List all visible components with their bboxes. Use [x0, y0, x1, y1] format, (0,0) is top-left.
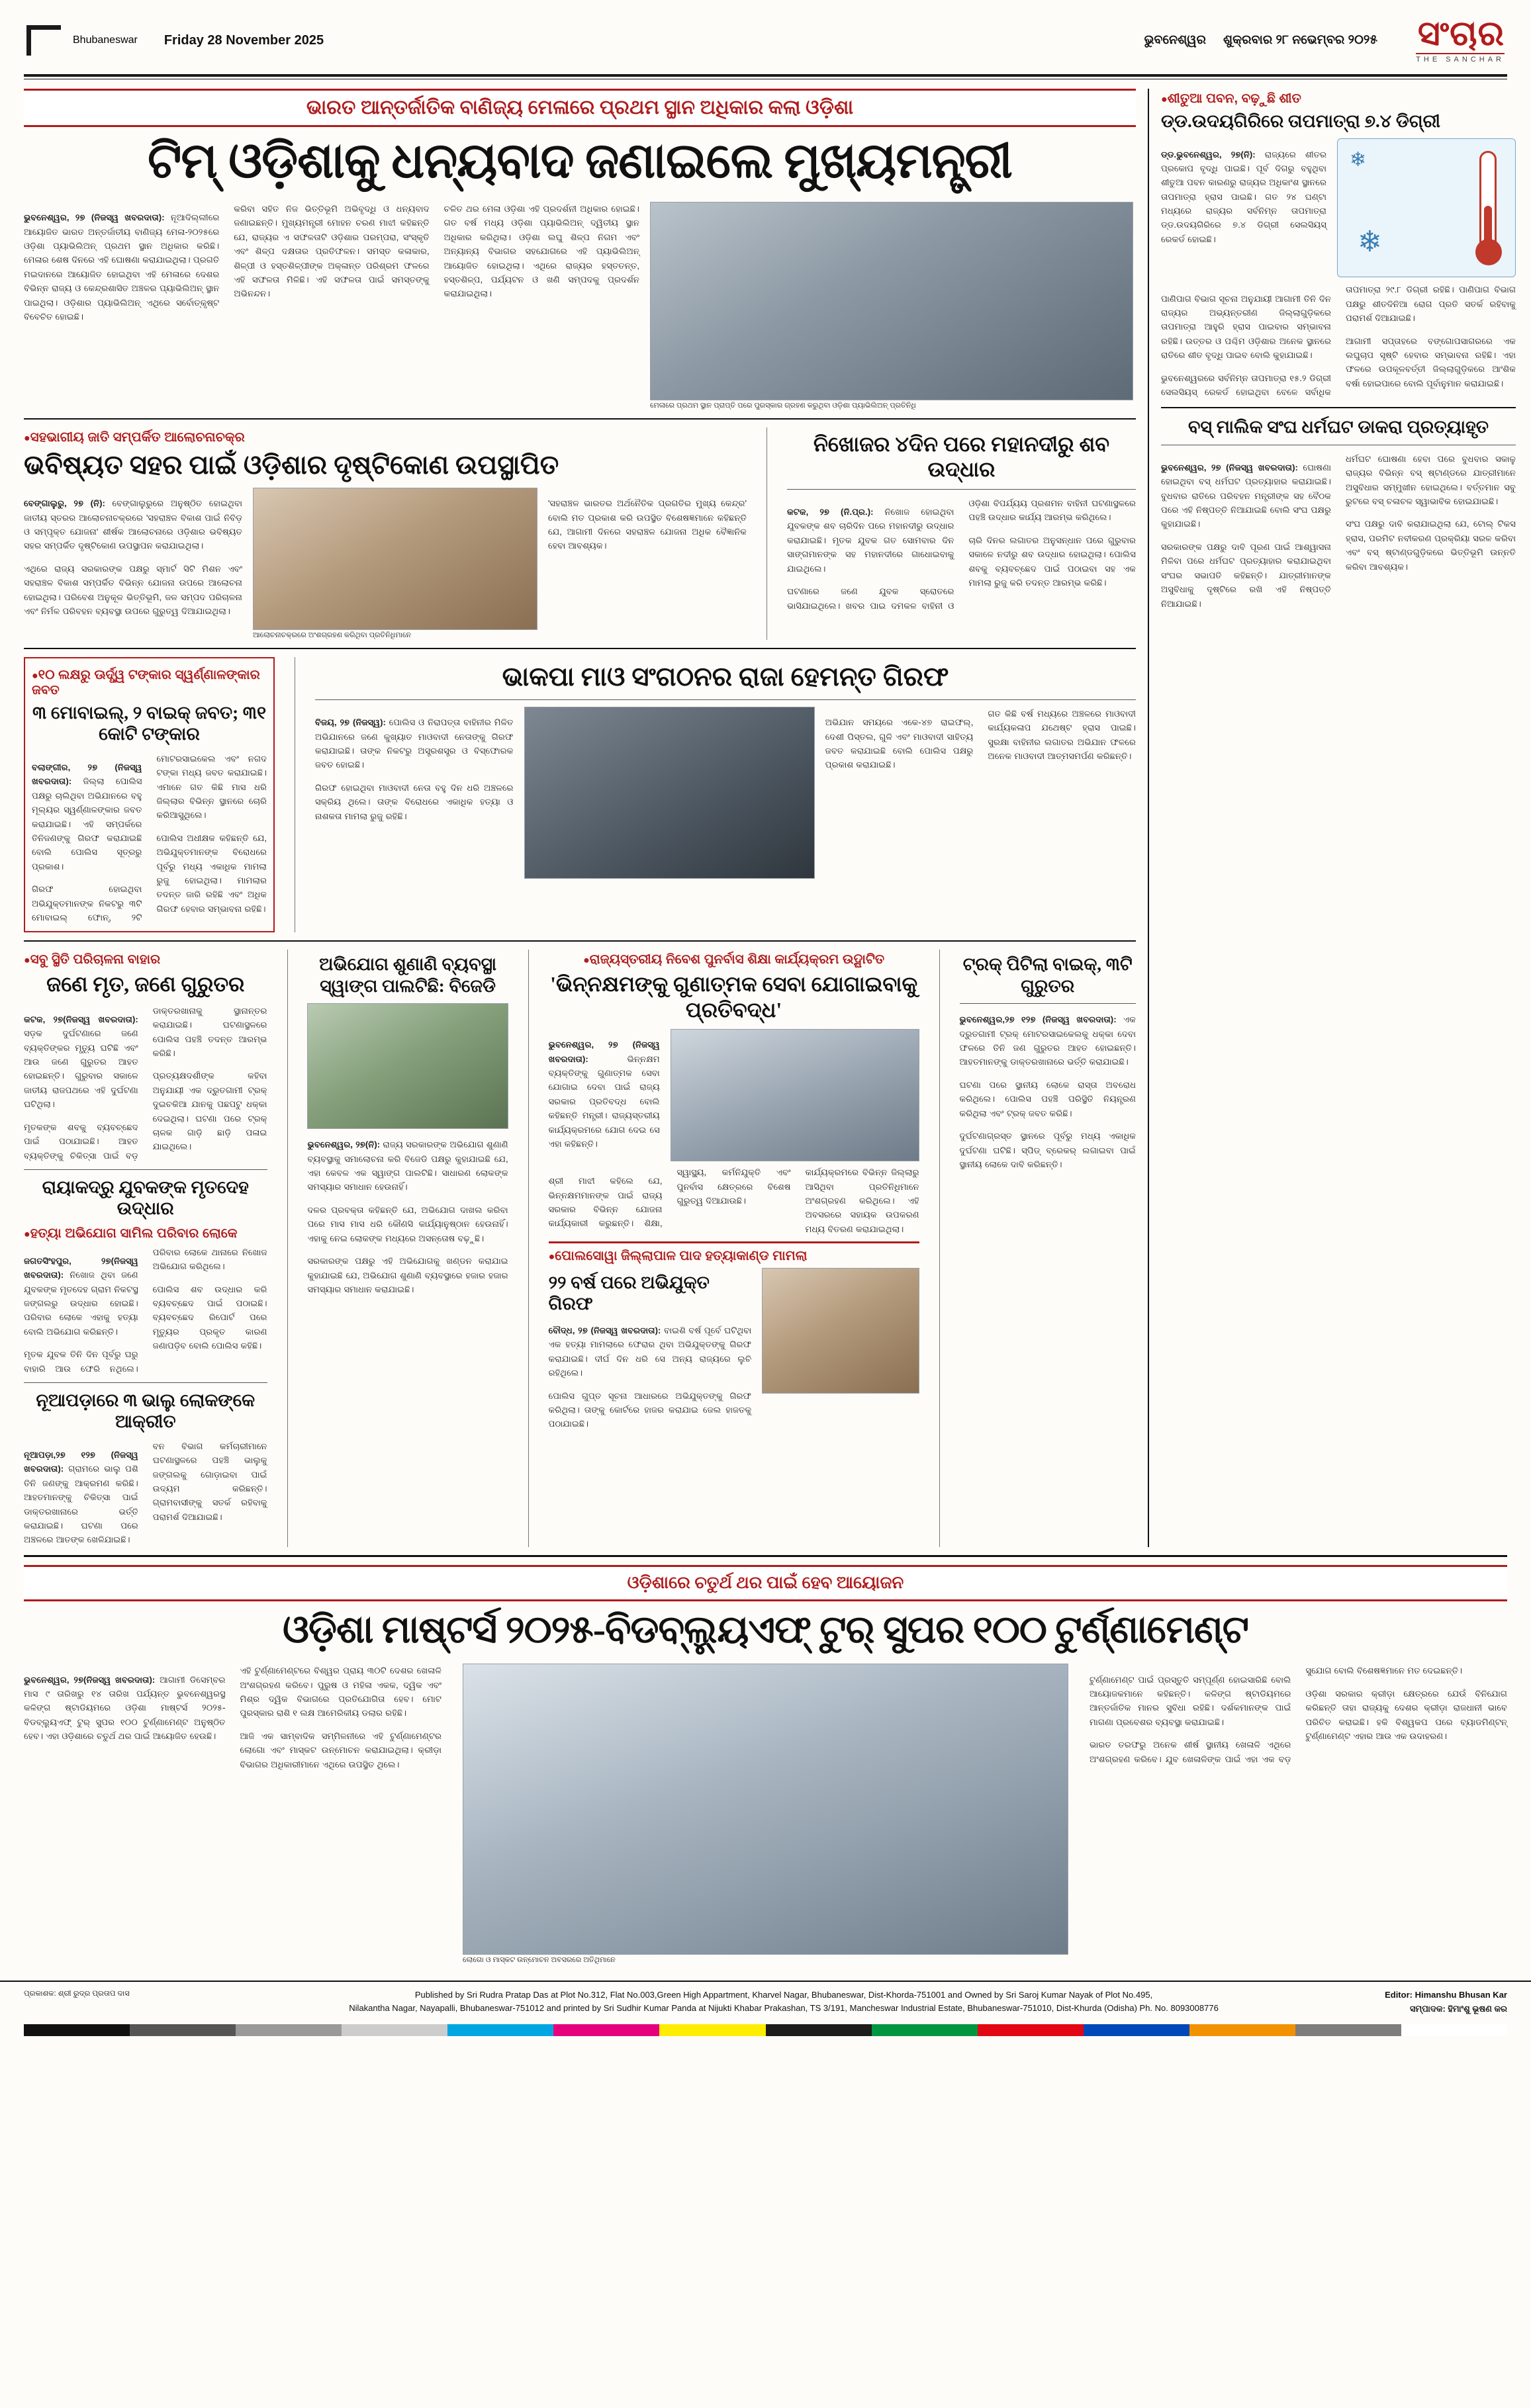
logo-subtitle: THE SANCHAR: [1416, 53, 1505, 64]
lead-dateline: ଭୁବନେଶ୍ୱର, ୨୭ (ନିଜସ୍ୱ ଖବରଦାତା):: [24, 212, 165, 223]
bjd-photo: [307, 1003, 508, 1129]
feature-para-l2: ଏହି ଟୁର୍ଣ୍ଣାମେଣ୍ଟରେ ବିଶ୍ୱର ପ୍ରାୟ ୩୦ଟି ଦେଶର ଖେଳାଳି ଅଂଶଗ୍ରହଣ କରିବେ। ପୁରୁଷ ଓ ମହିଳା ଏକକ, ଦ୍ୱିକ ଏବଂ ମିଶ୍ର ଦ୍ୱିକ ବିଭାଗରେ ପ୍ରତିଯୋଗିତା ହେବ। ମୋଟ ପୁରସ୍କାର ରାଶି ୧ ଲକ୍ଷ ଆମେରିକୀୟ ଡଲାର ରହିଛି।: [240, 1666, 441, 1718]
weather-para-4: ଆଗାମୀ ସପ୍ତାହରେ ବଙ୍ଗୋପସାଗରରେ ଏକ ଲଘୁଚାପ ସୃଷ୍ଟି ହେବାର ସମ୍ଭାବନା ରହିଛି। ଏହା ଫଳରେ ଉପକୂଳବର୍ତ୍ତୀ ଜିଲ୍ଲାଗୁଡ଼ିକରେ ଆଂଶିକ ବର୍ଷା ହୋଇପାରେ ବୋଲି ପୂର୍ବାନୁମାନ କରାଯାଇଛି।: [1346, 335, 1516, 388]
masthead-date-odia: ଶୁକ୍ରବାର ୨୮ ନଭେମ୍ବର ୨୦୨୫: [1223, 33, 1378, 47]
feature-para-r1: ଟୁର୍ଣ୍ଣାମେଣ୍ଟ ପାଇଁ ପ୍ରସ୍ତୁତି ସମ୍ପୂର୍ଣ୍ଣ ହୋଇସାରିଛି ବୋଲି ଆୟୋଜକମାନେ କହିଛନ୍ତି। କଳିଙ୍ଗ ଷ୍ଟାଡିୟମରେ ଆନ୍ତର୍ଜାତିକ ମାନର ସୁବିଧା ରହିଛି। ଦର୍ଶକମାନଙ୍କ ପାଇଁ ମାଗଣା ପ୍ରବେଶର ବ୍ୟବସ୍ଥା କରାଯାଇଛି।: [1089, 1674, 1291, 1727]
disabled-photo: [671, 1029, 919, 1161]
mahanadi-para-1: ନିଖୋଜ ହୋଇଥିବା ଯୁବକଙ୍କ ଶବ ଚାରିଦିନ ପରେ ମହାନଦୀରୁ ଉଦ୍ଧାର କରାଯାଇଛି। ମୃତକ ଯୁବକ ଗତ ସୋମବାର ଦିନ ସାଙ୍ଗମାନଙ୍କ ସହ ମହାନଦୀରେ ଗାଧୋଇବାକୁ ଯାଇଥିଲେ।: [786, 507, 954, 574]
footer-editor-od: ସମ୍ପାଦକ: ହିମାଂଶୁ ଭୂଷଣ କର: [1410, 2004, 1507, 2014]
bjd-headline: ଅଭିଯୋଗ ଶୁଣାଣି ବ୍ୟବସ୍ଥା ସ୍ୱାଙ୍ଗ ପାଲଟିଛି: ବିଜେଡି: [319, 954, 496, 996]
deaths-para-1: ସଡ଼କ ଦୁର୍ଘଟଣାରେ ଜଣେ ବ୍ୟକ୍ତିଙ୍କର ମୃତ୍ୟୁ ଘଟିଛି ଏବଂ ଆଉ ଜଣେ ଗୁରୁତର ଆହତ ହୋଇଛନ୍ତି। ଗୁରୁବାର ସକାଳେ ଜାତୀୟ ରାଜପଥରେ ଏହି ଦୁର୍ଘଟଣା ଘଟିଥିଲା।: [24, 1028, 138, 1110]
feature-para-l3: ଆଜି ଏକ ସାମ୍ବାଦିକ ସମ୍ମିଳନୀରେ ଏହି ଟୁର୍ଣ୍ଣାମେଣ୍ଟର ଲୋଗୋ ଏବଂ ମାସ୍କଟ ଉନ୍ମୋଚନ କରାଯାଇଥିଲା। କ୍ରୀଡ଼ା ବିଭାଗର ଅଧିକାରୀମାନେ ଏଥିରେ ଉପସ୍ଥିତ ଥିଲେ।: [240, 1731, 441, 1769]
lead-banner: [24, 89, 1136, 127]
jewel-seizure-box: [24, 657, 275, 932]
weather-para-2: ପାଣିପାଗ ବିଭାଗ ସୂଚନା ଅନୁଯାୟୀ ଆଗାମୀ ତିନି ଦିନ ରାଜ୍ୟର ଅଭ୍ୟନ୍ତରୀଣ ଜିଲ୍ଲାଗୁଡ଼ିକରେ ତାପମାତ୍ରା ଆହୁରି ହ୍ରାସ ପାଇବାର ସମ୍ଭାବନା ରହିଛି। ଉତ୍ତର ଓ ପଶ୍ଚିମ ଓଡ଼ିଶାର ଅନେକ ସ୍ଥାନରେ ରାତିରେ ଶୀତ ବୃଦ୍ଧି ପାଇବ ବୋଲି କୁହାଯାଇଛି।: [1161, 293, 1331, 361]
future-city-headline: ଭବିଷ୍ୟତ ସହର ପାଇଁ ଓଡ଼ିଶାର ଦୃଷ୍ଟିକୋଣ ଉପସ୍ଥାପିତ: [24, 450, 559, 480]
maoist-para-2: ଗିରଫ ହୋଇଥିବା ମାଓବାଦୀ ନେତା ବହୁ ଦିନ ଧରି ଅଞ୍ଚଳରେ ସକ୍ରିୟ ଥିଲେ। ତାଙ୍କ ବିରୋଧରେ ଏକାଧିକ ହତ୍ୟା ଓ ନାଶକତା ମାମଲା ରୁଜୁ ରହିଛି।: [315, 782, 514, 821]
lead-headline: ଟିମ୍ ଓଡ଼ିଶାକୁ ଧନ୍ୟବାଦ ଜଣାଇଲେ ମୁଖ୍ୟମନ୍ତ୍ରୀ: [148, 134, 1012, 189]
bus-para-4: ସଂଘ ପକ୍ଷରୁ ଦାବି କରାଯାଇଥିଲା ଯେ, ଟୋଲ୍ ଟିକସ ହ୍ରାସ, ପରମିଟ ନବୀକରଣ ପ୍ରକ୍ରିୟା ସରଳ କରିବା ଏବଂ ବସ୍ ଷ୍ଟାଣ୍ଡଗୁଡ଼ିକରେ ଭିତ୍ତିଭୂମି ଉନ୍ନତି କରିବା ଆବଶ୍ୟକ।: [1346, 519, 1516, 572]
lead-photo-caption: ମେଳାରେ ପ୍ରଥମ ସ୍ଥାନ ପ୍ରାପ୍ତି ପରେ ପୁରସ୍କାର ଗ୍ରହଣ କରୁଥିବା ଓଡ଼ିଶା ପ୍ୟାଭିଲିଅନ୍ ପ୍ରତିନିଧି: [650, 402, 916, 410]
bjd-para-3: ସରକାରଙ୍କ ପକ୍ଷରୁ ଏହି ଅଭିଯୋଗକୁ ଖଣ୍ଡନ କରାଯାଇ କୁହାଯାଇଛି ଯେ, ଅଭିଯୋଗ ଶୁଣାଣି ବ୍ୟବସ୍ଥାରେ ହଜାର ହଜାର ସମସ୍ୟାର ସମାଧାନ କରାଯାଇଛି।: [307, 1256, 508, 1295]
snowflake-icon: ❄: [1350, 149, 1367, 171]
future-city-photo: [253, 488, 537, 630]
feature-para-r2: ଭାରତ ତରଫରୁ ଅନେକ ଶୀର୍ଷ ସ୍ଥାନୀୟ ଖେଳାଳି ଏଥିରେ ଅଂଶଗ୍ରହଣ କରିବେ। ଯୁବ ଖେଳାଳିଙ୍କ ପାଇଁ ଏହା ଏକ ବଡ଼ ସୁଯୋଗ ବୋଲି ବିଶେଷଜ୍ଞମାନେ ମତ ଦେଇଛନ୍ତି।: [1089, 1666, 1463, 1764]
newspaper-logo: [1416, 17, 1505, 64]
future-city-para-1: ବେଙ୍ଗାଲୁରୁରେ ଅନୁଷ୍ଠିତ ହୋଇଥିବା ଜାତୀୟ ସ୍ତରର ଆଲୋଚନାଚକ୍ରରେ 'ସହରାଞ୍ଚଳ ବିକାଶ ପାଇଁ ନିବିଡ଼ ଓ ସମ୍ପୃକ୍ତ ଯୋଜନା' ଶୀର୍ଷକ ଆଲୋଚନାରେ ଓଡ଼ିଶାର ଭବିଷ୍ୟତ ସହର ସମ୍ପର୍କିତ ଦୃଷ୍ଟିକୋଣ ଉପସ୍ଥାପନ କରାଯାଇଥିଲା।: [24, 498, 242, 551]
jewel-kicker: ● ୧୦ ଲକ୍ଷରୁ ଊର୍ଦ୍ଧ୍ୱ ଟଙ୍କାର ସ୍ୱର୍ଣ୍ଣାଳଙ୍କାର ଜବତ: [32, 668, 267, 698]
years22-headline: ୨୨ ବର୍ଷ ପରେ ଅଭିଯୁକ୍ତ ଗିରଫ: [548, 1272, 710, 1314]
mahanadi-para-3: ଚାରି ଦିନର ଲଗାତର ଅନୁସନ୍ଧାନ ପରେ ଗୁରୁବାର ସକାଳେ ନଦୀରୁ ଶବ ଉଦ୍ଧାର ହୋଇଥିଲା। ପୋଲିସ ଶବକୁ ବ୍ୟବଚ୍ଛେଦ ପାଇଁ ପଠାଇବା ସହ ଏକ ମାମଲା ରୁଜୁ କରି ତଦନ୍ତ ଆରମ୍ଭ କରିଛି।: [968, 535, 1136, 588]
maoist-headline: ଭାକପା ମାଓ ସଂଗଠନର ରାଜା ହେମନ୍ତ ଗିରଫ: [502, 662, 949, 692]
future-city-kicker: ● ସହଭାଗୀୟ ଜାତି ସମ୍ପର୍କିତ ଆଲୋଚନାଚକ୍ର: [24, 430, 747, 445]
bike-dateline: ଭୁବନେଶ୍ୱର,୨୭ ୧୨୭ (ନିଜସ୍ୱ ଖବରଦାତା):: [959, 1014, 1117, 1025]
maoist-para-1: ପୋଲିସ ଓ ନିରାପତ୍ତା ବାହିନୀର ମିଳିତ ଅଭିଯାନରେ ଜଣେ କୁଖ୍ୟାତ ମାଓବାଦୀ ନେତାଙ୍କୁ ଗିରଫ କରାଯାଇଛି। ତାଙ୍କ ନିକଟରୁ ଅସ୍ତ୍ରଶସ୍ତ୍ର ଓ ବିସ୍ଫୋରକ ଜବତ ହୋଇଛି।: [315, 717, 514, 770]
disabled-para-3: କାର୍ଯ୍ୟକ୍ରମରେ ବିଭିନ୍ନ ଜିଲ୍ଲାରୁ ଆସିଥିବା ପ୍ରତିନିଧିମାନେ ଅଂଶଗ୍ରହଣ କରିଥିଲେ। ଏହି ଅବସରରେ ସହାୟକ ଉପକରଣ ମଧ୍ୟ ବିତରଣ କରାଯାଇଥିଲା।: [805, 1167, 919, 1234]
maoist-para-3: ଅଭିଯାନ ସମୟରେ ଏକେ-୪୭ ରାଇଫଲ୍, ଦେଶୀ ପିସ୍ତଲ, ଗୁଳି ଏବଂ ମାଓବାଦୀ ସାହିତ୍ୟ ଜବତ କରାଯାଇଛି ବୋଲି ପୋଲିସ ପକ୍ଷରୁ ପ୍ରକାଶ କରାଯାଇଛି।: [825, 717, 974, 770]
bjd-para-1: ରାଜ୍ୟ ସରକାରଙ୍କ ଅଭିଯୋଗ ଶୁଣାଣି ବ୍ୟବସ୍ଥାକୁ ସମାଲୋଚନା କରି ବିଜେଡି ପକ୍ଷରୁ କୁହାଯାଇଛି ଯେ, ଏହା କେବଳ ଏକ ସ୍ୱାଙ୍ଗ ପାଲଟିଛି। ସାଧାରଣ ଲୋକଙ୍କ ସମସ୍ୟାର ସମାଧାନ ହେଉନାହିଁ।: [307, 1139, 508, 1192]
feature-photo: [463, 1664, 1068, 1955]
years22-kicker: ● ପୋଲସୋୱା ଜିଲ୍ଲାପାଳ ପାଦ ହତ୍ୟାକାଣ୍ଡ ମାମଲା: [549, 1249, 919, 1264]
disabled-para-1: ଭିନ୍ନକ୍ଷମ ବ୍ୟକ୍ତିଙ୍କୁ ଗୁଣାତ୍ମକ ସେବା ଯୋଗାଇ ଦେବା ପାଇଁ ରାଜ୍ୟ ସରକାର ପ୍ରତିବଦ୍ଧ ବୋଲି କହିଛନ୍ତି ମନ୍ତ୍ରୀ। ରାଜ୍ୟସ୍ତରୀୟ କାର୍ଯ୍ୟକ୍ରମରେ ଯୋଗ ଦେଇ ସେ ଏହା କହିଛନ୍ତି।: [548, 1053, 660, 1149]
bus-headline: ବସ୍ ମାଲିକ ସଂଘ ଧର୍ମଘଟ ଡାକରା ପ୍ରତ୍ୟାହୃତ: [1187, 417, 1489, 437]
bike-headline: ଟ୍ରକ୍ ପିଟିଲା ବାଇକ୍, ୩ଟି ଗୁରୁତର: [962, 954, 1133, 996]
masthead-city-odia: ଭୁବନେଶ୍ୱର: [1144, 33, 1206, 47]
right-rail: [1148, 89, 1516, 1547]
bus-para-3: ଧର୍ମଘଟ ଘୋଷଣା ହେବା ପରେ ବୁଧବାର ସକାଳୁ ରାଜ୍ୟର ବିଭିନ୍ନ ବସ୍ ଷ୍ଟାଣ୍ଡରେ ଯାତ୍ରୀମାନେ ଅସୁବିଧାର ସମ୍ମୁଖୀନ ହୋଇଥିଲେ। ବର୍ତ୍ତମାନ ସବୁ ରୁଟରେ ବସ୍ ଚଳାଚଳ ସ୍ୱାଭାବିକ ହୋଇଯାଇଛି।: [1346, 453, 1516, 506]
bjd-para-2: ଦଳର ପ୍ରବକ୍ତା କହିଛନ୍ତି ଯେ, ଅଭିଯୋଗ ଦାଖଲ କରିବା ପରେ ମାସ ମାସ ଧରି କୌଣସି କାର୍ଯ୍ୟାନୁଷ୍ଠାନ ହେଉନାହିଁ। ଏହାକୁ ନେଇ ଲୋକଙ୍କ ମଧ୍ୟରେ ଅସନ୍ତୋଷ ବଢ଼ୁଛି।: [307, 1205, 508, 1243]
mahanadi-headline: ନିଖୋଜର ୪ଦିନ ପରେ ମହାନଦୀରୁ ଶବ ଉଦ୍ଧାର: [813, 432, 1110, 482]
lead-banner-text: ଭାରତ ଆନ୍ତର୍ଜାତିକ ବାଣିଜ୍ୟ ମେଳାରେ ପ୍ରଥମ ସ୍ଥାନ ଅଧିକାର କଲା ଓଡ଼ିଶା: [306, 97, 854, 118]
corner-mark-icon: [26, 25, 61, 56]
bus-para-1: ଘୋଷଣା ହୋଇଥିବା ବସ୍ ଧର୍ମଘଟ ପ୍ରତ୍ୟାହାର କରାଯାଇଛି। ବୁଧବାର ରାତିରେ ପରିବହନ ମନ୍ତ୍ରୀଙ୍କ ସହ ବୈଠକ ପରେ ଏହି ନିଷ୍ପତ୍ତି ନିଆଯାଇଛି ବୋଲି ସଂଘ ପକ୍ଷରୁ କୁହାଯାଇଛି।: [1161, 462, 1331, 529]
logo-wordmark: ସଂଚାର: [1417, 15, 1505, 53]
bear-para-2: ବନ ବିଭାଗ କର୍ମଚାରୀମାନେ ଘଟଣାସ୍ଥଳରେ ପହଞ୍ଚି ଭାଲୁକୁ ଜଙ୍ଗଲକୁ ଗୋଡ଼ାଇବା ପାଇଁ ଉଦ୍ୟମ କରିଛନ୍ତି। ଗ୍ରାମବାସୀଙ୍କୁ ସତର୍କ ରହିବାକୁ ପରାମର୍ଶ ଦିଆଯାଇଛି।: [152, 1441, 267, 1522]
bus-para-2: ସରକାରଙ୍କ ପକ୍ଷରୁ ଦାବି ପୂରଣ ପାଇଁ ଆଶ୍ୱାସନା ମିଳିବା ପରେ ଧର୍ମଘଟ ପ୍ରତ୍ୟାହାର କରାଯାଇଥିବା ସଂଘର ସଭାପତି କହିଛନ୍ତି। ଯାତ୍ରୀମାନଙ୍କ ଅସୁବିଧାକୁ ଦୃଷ୍ଟିରେ ରଖି ଏହି ନିଷ୍ପତ୍ତି ନିଆଯାଇଛି।: [1161, 542, 1331, 609]
deaths-para-3: ପ୍ରତ୍ୟକ୍ଷଦର୍ଶୀଙ୍କ କହିବା ଅନୁଯାୟୀ ଏକ ଦ୍ରୁତଗାମୀ ଟ୍ରକ୍ ଦୁଇଚକିଆ ଯାନକୁ ପଛପଟୁ ଧକ୍କା ଦେଇଥିଲା। ଘଟଣା ପରେ ଟ୍ରକ୍ ଚାଳକ ଗାଡ଼ି ଛାଡ଼ି ପଳାଇ ଯାଇଥିଲେ।: [152, 1071, 267, 1152]
lead-para-2: କରିବା ସହିତ ନିଜ ଭିତ୍ତିଭୂମି ଅଭିବୃଦ୍ଧି ଓ ଧନ୍ୟବାଦ ଜଣାଇଛନ୍ତି। ମୁଖ୍ୟମନ୍ତ୍ରୀ ମୋହନ ଚରଣ ମାଝୀ କହିଛନ୍ତି ଯେ, ରାଜ୍ୟର ଏ ସଫଳତାଟି ଓଡ଼ିଶାର ପରମ୍ପରା, ସଂସ୍କୃତି ଏବଂ ଶିଳ୍ପ ଦକ୍ଷତାର ପ୍ରତିଫଳନ। ସମସ୍ତ କଳାକାର, ଶିଳ୍ପୀ ଓ ହସ୍ତଶିଳ୍ପୀଙ୍କ ଅକ୍ଳାନ୍ତ ପରିଶ୍ରମ ଫଳରେ ଏହି ସଫଳତା ମିଳିଛି। ଏହି ସଫଳତା ପାଇଁ ସମସ୍ତଙ୍କୁ ଅଭିନନ୍ଦନ।: [234, 204, 430, 299]
years22-para-1: ବାଇଶି ବର୍ଷ ପୂର୍ବେ ଘଟିଥିବା ଏକ ହତ୍ୟା ମାମଲାରେ ଫେରାର ଥିବା ଅଭିଯୁକ୍ତଙ୍କୁ ଗିରଫ କରାଯାଇଛି। ଦୀର୍ଘ ଦିନ ଧରି ସେ ଅନ୍ୟ ରାଜ୍ୟରେ ଲୁଚି ରହିଥିଲେ।: [548, 1325, 752, 1378]
mahanadi-para-2: ଘଟଣାରେ ଜଣେ ଯୁବକ ସ୍ରୋତରେ ଭାସିଯାଇଥିଲେ। ଖବର ପାଇ ଦମକଳ ବାହିନୀ ଓ ଓଡ଼ିଶା ବିପର୍ଯ୍ୟୟ ପ୍ରଶମନ ବାହିନୀ ଘଟଣାସ୍ଥଳରେ ପହଞ୍ଚି ଉଦ୍ଧାର କାର୍ଯ୍ୟ ଆରମ୍ଭ କରିଥିଲେ।: [786, 498, 1136, 611]
mahanadi-dateline: କଟକ, ୨୭ (ନି.ପ୍ର.):: [786, 507, 874, 517]
weather-headline: ଡ୍ଡ.ଉଦୟଗିରିରେ ତାପମାତ୍ରା ୭.୪ ଡିଗ୍ରୀ: [1161, 111, 1440, 131]
jewel-dateline: ବଲାଙ୍ଗୀର, ୨୭ (ନିଜସ୍ୱ ଖବରଦାତା):: [32, 762, 142, 787]
deaths-headline: ଜଣେ ମୃତ, ଜଣେ ଗୁରୁତର: [46, 972, 245, 997]
masthead-city: Bhubaneswar: [73, 34, 138, 46]
youth-body-para-2: ମୃତକ ଯୁବକ ତିନି ଦିନ ପୂର୍ବରୁ ଘରୁ ବାହାରି ଆଉ ଫେରି ନଥିଲେ। ପରିବାର ଲୋକେ ଥାନାରେ ନିଖୋଜ ଅଭିଯୋଗ କରିଥିଲେ।: [24, 1247, 267, 1374]
registration-color-bar: [24, 2024, 1507, 2036]
future-city-photo-caption: ଆଲୋଚନାଚକ୍ରରେ ଅଂଶଗ୍ରହଣ କରିଥିବା ପ୍ରତିନିଧିମାନେ: [253, 631, 412, 640]
feature-headline: ଓଡ଼ିଶା ମାଷ୍ଟର୍ସ ୨୦୨୫-ବିଡବ୍ଲ୍ୟୁଏଫ୍ ଟୁର୍ ସୁପର ୧୦୦ ଟୁର୍ଣ୍ଣାମେଣ୍ଟ: [283, 1607, 1248, 1651]
disabled-para-2: ଶ୍ରୀ ମାଝୀ କହିଲେ ଯେ, ଭିନ୍ନକ୍ଷମମାନଙ୍କ ପାଇଁ ରାଜ୍ୟ ସରକାର ବିଭିନ୍ନ ଯୋଜନା କାର୍ଯ୍ୟକାରୀ କରୁଛନ୍ତି। ଶିକ୍ଷା, ସ୍ୱାସ୍ଥ୍ୟ, କର୍ମନିଯୁକ୍ତି ଏବଂ ପୁନର୍ବାସ କ୍ଷେତ୍ରରେ ବିଶେଷ ଗୁରୁତ୍ୱ ଦିଆଯାଉଛି।: [548, 1167, 791, 1229]
page-footer: [0, 1981, 1531, 2020]
jewel-para-3: ପୋଲିସ ଅଧୀକ୍ଷକ କହିଛନ୍ତି ଯେ, ଅଭିଯୁକ୍ତମାନଙ୍କ ବିରୋଧରେ ପୂର୍ବରୁ ମଧ୍ୟ ଏକାଧିକ ମାମଲା ରୁଜୁ ହୋଇଥିଲା। ମାମଲାର ତଦନ୍ତ ଜାରି ରହିଛି ଏବଂ ଅଧିକ ଗିରଫ ହେବାର ସମ୍ଭାବନା ରହିଛି।: [156, 832, 267, 914]
bear-para-1: ଗ୍ରାମରେ ଭାଲୁ ପଶି ତିନି ଜଣଙ୍କୁ ଆକ୍ରମଣ କରିଛି। ଆହତମାନଙ୍କୁ ଚିକିତ୍ସା ପାଇଁ ଡାକ୍ତରଖାନାରେ ଭର୍ତ୍ତି କରାଯାଇଛି। ଘଟଣା ପରେ ଅଞ୍ଚଳରେ ଆତଙ୍କ ଖେଳିଯାଇଛି।: [24, 1464, 138, 1545]
youth-body-dateline: ଜଗତସିଂହପୁର, ୨୭(ନିଜସ୍ୱ ଖବରଦାତା):: [24, 1255, 138, 1280]
bjd-dateline: ଭୁବନେଶ୍ୱର, ୨୭(ନି):: [307, 1139, 381, 1150]
weather-kicker: ● ଶୀତୁଆ ପବନ, ବଢ଼ୁଛି ଶୀତ: [1161, 91, 1516, 107]
maoist-photo: [524, 707, 815, 879]
bike-para-3: ଦୁର୍ଘଟଣାଗ୍ରସ୍ତ ସ୍ଥାନରେ ପୂର୍ବରୁ ମଧ୍ୟ ଏକାଧିକ ଦୁର୍ଘଟଣା ଘଟିଛି। ସ୍ପିଡ୍ ବ୍ରେକର୍ ଲଗାଇବା ପାଇଁ ସ୍ଥାନୀୟ ଲୋକେ ଦାବି କରିଛନ୍ତି।: [959, 1131, 1136, 1170]
disabled-headline: 'ଭିନ୍ନକ୍ଷମଙ୍କୁ ଗୁଣାତ୍ମକ ସେବା ଯୋଗାଇବାକୁ ପ୍ରତିବଦ୍ଧ': [550, 972, 918, 1022]
youth-body-headline: ରାୟାକଦ୍ରୁ ଯୁବକଙ୍କ ମୃତଦେହ ଉଦ୍ଧାର: [42, 1177, 249, 1219]
weather-para-3: ଭୁବନେଶ୍ୱରରେ ସର୍ବନିମ୍ନ ତାପମାତ୍ରା ୧୫.୨ ଡିଗ୍ରୀ ସେଲସିୟସ୍ ରେକର୍ଡ ହୋଇଥିବା ବେଳେ ସର୍ବାଧିକ ତାପମାତ୍ରା ୨୯.୮ ଡିଗ୍ରୀ ରହିଛି। ପାଣିପାଗ ବିଭାଗ ପକ୍ଷରୁ ଶୀତଦିନିଆ ରୋଗ ପ୍ରତି ସତର୍କ ରହିବାକୁ ପରାମର୍ଶ ଦିଆଯାଇଛି।: [1161, 285, 1516, 398]
future-city-para-3: 'ସହରାଞ୍ଚଳ ଭାରତର ଅର୍ଥନୈତିକ ପ୍ରଗତିର ମୁଖ୍ୟ କେନ୍ଦ୍ର' ବୋଲି ମତ ପ୍ରକାଶ କରି ଉପସ୍ଥିତ ବିଶେଷଜ୍ଞମାନେ କହିଛନ୍ତି ଯେ, ଆଗାମୀ ଦିନରେ ସହରାଞ୍ଚଳ ଯୋଜନା ଅଧିକ ବୈଜ୍ଞାନିକ ହେବା ଆବଶ୍ୟକ।: [548, 498, 747, 551]
years22-dateline: ବୌଦ୍ଧ, ୨୭ (ନିଜସ୍ୱ ଖବରଦାତା):: [548, 1325, 661, 1335]
snowflake-icon-2: ❄: [1358, 226, 1382, 259]
future-city-dateline: ବେଙ୍ଗାଲୁରୁ, ୨୭ (ନି):: [24, 498, 105, 509]
deaths-kicker: ● ସବୁ ସ୍ଥିତି ପରିଚାଳନା ବାହାର: [24, 952, 267, 967]
deaths-para-2: ମୃତକଙ୍କ ଶବକୁ ବ୍ୟବଚ୍ଛେଦ ପାଇଁ ପଠାଯାଇଛି। ଆହତ ବ୍ୟକ୍ତିଙ୍କୁ ଚିକିତ୍ସା ପାଇଁ ବଡ଼ ଡାକ୍ତରଖାନାକୁ ସ୍ଥାନାନ୍ତର କରାଯାଇଛି। ଘଟଣାସ୍ଥଳରେ ପୋଲିସ ପହଞ୍ଚି ତଦନ୍ତ ଆରମ୍ଭ କରିଛି।: [24, 1005, 267, 1161]
weather-dateline: ଡ୍ଡ.ଭୁବନେଶ୍ୱର, ୨୭(ନି):: [1161, 149, 1256, 159]
thermometer-icon: [1479, 151, 1497, 250]
weather-para-1: ରାଜ୍ୟରେ ଶୀତର ପ୍ରକୋପ ବୃଦ୍ଧି ପାଇଛି। ପୂର୍ବ ଦିଗରୁ ବହୁଥିବା ଶୀତୁଆ ପବନ କାରଣରୁ ରାଜ୍ୟର ଅଧିକାଂଶ ସ୍ଥାନରେ ତାପମାତ୍ରା ହ୍ରାସ ପାଇଛି। ଗତ ୨୪ ଘଣ୍ଟା ମଧ୍ୟରେ ରାଜ୍ୟର ସର୍ବନିମ୍ନ ତାପମାତ୍ରା ଡ୍ଡ.ଉଦୟଗିରିରେ ୭.୪ ଡିଗ୍ରୀ ସେଲସିୟସ୍ ରେକର୍ଡ ହୋଇଛି।: [1161, 149, 1327, 244]
youth-body-para-1: ନିଖୋଜ ଥିବା ଜଣେ ଯୁବକଙ୍କ ମୃତଦେହ ଗ୍ରାମ ନିକଟସ୍ଥ ଜଙ୍ଗଲରୁ ଉଦ୍ଧାର ହୋଇଛି। ପରିବାର ଲୋକେ ଏହାକୁ ହତ୍ୟା ବୋଲି ଅଭିଯୋଗ କରିଛନ୍ତି।: [24, 1270, 138, 1337]
jewel-para-1: ଜିଲ୍ଲା ପୋଲିସ ପକ୍ଷରୁ ଚାଲିଥିବା ଅଭିଯାନରେ ବହୁ ମୂଲ୍ୟର ସ୍ୱର୍ଣ୍ଣାଳଙ୍କାର ଜବତ କରାଯାଇଛି। ଏହି ସମ୍ପର୍କରେ ତିନିଜଣଙ୍କୁ ଗିରଫ କରାଯାଇଛି ବୋଲି ପୋଲିସ ସୂତ୍ରରୁ ପ୍ରକାଶ।: [32, 776, 142, 871]
lead-photo: [650, 202, 1133, 400]
future-city-para-2: ଏଥିରେ ରାଜ୍ୟ ସରକାରଙ୍କ ପକ୍ଷରୁ ସ୍ମାର୍ଟ ସିଟି ମିଶନ ଏବଂ ସହରାଞ୍ଚଳ ବିକାଶ ସମ୍ପର୍କିତ ବିଭିନ୍ନ ଯୋଜନା ଉପରେ ଆଲୋଚନା ହୋଇଥିଲା। ପରିବେଶ ଅନୁକୂଳ ଭିତ୍ତିଭୂମି, ଜଳ ସମ୍ପଦ ପରିଚାଳନା ଏବଂ ନିର୍ମଳ ପରିବହନ ବ୍ୟବସ୍ଥା ଉପରେ ଗୁରୁତ୍ୱ ଦିଆଯାଇଥିଲା।: [24, 563, 242, 617]
feature-para-l1: ଆଗାମୀ ଡିସେମ୍ବର ମାସ ୯ ତାରିଖରୁ ୧୪ ତାରିଖ ପର୍ଯ୍ୟନ୍ତ ଭୁବନେଶ୍ୱରସ୍ଥ କଳିଙ୍ଗ ଷ୍ଟାଡିୟମରେ ଓଡ଼ିଶା ମାଷ୍ଟର୍ସ ୨୦୨୫-ବିଡବ୍ଲ୍ୟୁଏଫ୍ ଟୁର୍ ସୁପର ୧୦୦ ଟୁର୍ଣ୍ଣାମେଣ୍ଟ ଅନୁଷ୍ଠିତ ହେବ। ଏହା ଓଡ଼ିଶାରେ ଚତୁର୍ଥ ଥର ପାଇଁ ଆୟୋଜିତ ହେଉଛି।: [24, 1674, 226, 1742]
years22-photo: [762, 1268, 919, 1394]
feature-kicker: ଓଡ଼ିଶାରେ ଚତୁର୍ଥ ଥର ପାଇଁ ହେବ ଆୟୋଜନ: [627, 1572, 904, 1592]
masthead-date: Friday 28 November 2025: [163, 32, 324, 48]
weather-widget: [1337, 138, 1516, 277]
masthead: [0, 0, 1531, 70]
feature-banner: [24, 1565, 1507, 1601]
years22-para-2: ପୋଲିସ ଗୁପ୍ତ ସୂଚନା ଆଧାରରେ ଅଭିଯୁକ୍ତଙ୍କୁ ଗିରଫ କରିଥିଲା। ତାଙ୍କୁ କୋର୍ଟରେ ହାଜର କରାଯାଇ ଜେଲ ହାଜତକୁ ପଠାଯାଇଛି।: [548, 1390, 752, 1429]
disabled-kicker: ● ରାଜ୍ୟସ୍ତରୀୟ ନିବେଶ ପୁନର୍ବାସ ଶିକ୍ଷା କାର୍ଯ୍ୟକ୍ରମ ଉଦ୍ଘାଟିତ: [549, 952, 919, 967]
lead-para-1: ନୂଆଦିଲ୍ଲୀରେ ଆୟୋଜିତ ଭାରତ ଅନ୍ତର୍ଜାତୀୟ ବାଣିଜ୍ୟ ମେଳା-୨୦୨୫ରେ ଓଡ଼ିଶା ପ୍ୟାଭିଲିଅନ୍ ପ୍ରଥମ ସ୍ଥାନ ଅଧିକାର କରିଛି। ମେଳାର ଶେଷ ଦିନରେ ଏହି ଘୋଷଣା କରାଯାଇଥିଲା। ପ୍ରଗତି ମଇଦାନରେ ଆୟୋଜିତ ହୋଇଥିବା ଏହି ମେଳାରେ ଦେଶର ବିଭିନ୍ନ ରାଜ୍ୟ ଓ କେନ୍ଦ୍ରଶାସିତ ଅଞ୍ଚଳର ପ୍ୟାଭିଲିଅନ୍ ସ୍ଥାନ ପାଇଥିଲା। ଓଡ଼ିଶାର ପ୍ୟାଭିଲିଅନ୍ ଏଥିରେ ସର୍ବୋତ୍କୃଷ୍ଟ ବିବେଚିତ ହୋଇଛି।: [24, 212, 220, 322]
jewel-para-2: ଗିରଫ ହୋଇଥିବା ଅଭିଯୁକ୍ତମାନଙ୍କ ନିକଟରୁ ୩ଟି ମୋବାଇଲ୍ ଫୋନ୍, ୨ଟି ମୋଟରସାଇକେଲ ଏବଂ ନଗଦ ଟଙ୍କା ମଧ୍ୟ ଜବତ କରାଯାଇଛି। ଏମାନେ ଗତ କିଛି ମାସ ଧରି ଜିଲ୍ଲାର ବିଭିନ୍ନ ସ୍ଥାନରେ ଚୋରି କରିଆସୁଥିଲେ।: [32, 753, 267, 922]
footer-line-2: Nilakantha Nagar, Nayapalli, Bhubaneswar-751012 and printed by Sri Sudhir Kumar Panda at Nijukti Khabar Prakashan, TS 3/191, Mancheswar Industrial Estate, Bhubaneswar-751010, Dist-Khurda (Odisha) Ph. No. 8093008776: [349, 2002, 1219, 2013]
deaths-dateline: କଟକ, ୨୭(ନିଜସ୍ୱ ଖବରଦାତା):: [24, 1014, 138, 1024]
youth-body-kicker: ● ହତ୍ୟା ଅଭିଯୋଗ ସାମିଲ ପରିବାର ଲୋକେ: [24, 1226, 267, 1241]
lead-para-3: ଚଳିତ ଥର ମେଳା ଓଡ଼ିଶା ଏହି ପ୍ରଦର୍ଶନୀ ଅଧିକାର ହୋଇଛି। ଗତ ବର୍ଷ ମଧ୍ୟ ଓଡ଼ିଶା ପ୍ୟାଭିଲିଅନ୍ ଦ୍ୱିତୀୟ ସ୍ଥାନ ଅଧିକାର କରିଥିଲା। ଓଡ଼ିଶା ଲଘୁ ଶିଳ୍ପ ନିଗମ ଏବଂ ଅନ୍ୟାନ୍ୟ ବିଭାଗର ସହଯୋଗରେ ଏହି ପ୍ୟାଭିଲିଅନ୍ ଆୟୋଜିତ ହୋଇଥିଲା। ଏଥିରେ ରାଜ୍ୟର ହସ୍ତତନ୍ତ, ହସ୍ତଶିଳ୍ପ, ପର୍ଯ୍ୟଟନ ଓ ଖଣି ସମ୍ପଦକୁ ପ୍ରଦର୍ଶନ କରାଯାଇଥିଲା।: [443, 204, 639, 299]
bike-para-2: ଘଟଣା ପରେ ସ୍ଥାନୀୟ ଲୋକେ ରାସ୍ତା ଅବରୋଧ କରିଥିଲେ। ପୋଲିସ ପହଞ୍ଚି ପରିସ୍ଥିତି ନିୟନ୍ତ୍ରଣ କରିଥିଲା ଏବଂ ଟ୍ରକ୍ ଜବତ କରିଛି।: [959, 1080, 1136, 1118]
footer-editor-en: Editor: Himanshu Bhusan Kar: [1385, 1990, 1507, 2000]
bike-para-1: ଏକ ଦ୍ରୁତଗାମୀ ଟ୍ରକ୍ ମୋଟରସାଇକେଲକୁ ଧକ୍କା ଦେବା ଫଳରେ ତିନି ଜଣ ଗୁରୁତର ଆହତ ହୋଇଛନ୍ତି। ଆହତମାନଙ୍କୁ ଡାକ୍ତରଖାନାରେ ଭର୍ତ୍ତି କରାଯାଇଛି।: [959, 1014, 1136, 1067]
masthead-odia-block: [1144, 33, 1378, 48]
feature-dateline: ଭୁବନେଶ୍ୱର, ୨୭(ନିଜସ୍ୱ ଖବରଦାତା):: [24, 1674, 156, 1685]
youth-body-para-3: ପୋଲିସ ଶବ ଉଦ୍ଧାର କରି ବ୍ୟବଚ୍ଛେଦ ପାଇଁ ପଠାଇଛି। ବ୍ୟବଚ୍ଛେଦ ରିପୋର୍ଟ ପରେ ମୃତ୍ୟୁର ପ୍ରକୃତ କାରଣ ଜଣାପଡ଼ିବ ବୋଲି ପୋଲିସ କହିଛି।: [152, 1284, 267, 1351]
footer-line-1: Published by Sri Rudra Pratap Das at Plot No.312, Flat No.003,Green High Appartment, Kharvel Nagar, Bhubaneswar, Dist-Khorda-751001 and Owned by Sri Saroj Kumar Nayak of Plot No.495,: [414, 1990, 1153, 2000]
bear-dateline: ନୂଆପଡ଼ା,୨୭ ୧୨୭ (ନିଜସ୍ୱ ଖବରଦାତା):: [24, 1450, 138, 1474]
feature-para-r3: ଓଡ଼ିଶା ସରକାର କ୍ରୀଡ଼ା କ୍ଷେତ୍ରରେ ଯେଉଁ ବିନିଯୋଗ କରିଛନ୍ତି ତାହା ରାଜ୍ୟକୁ ଦେଶର କ୍ରୀଡ଼ା ରାଜଧାନୀ ଭାବେ ପରିଚିତ କରାଇଛି। ହକି ବିଶ୍ୱକପ ପରେ ବ୍ୟାଡମିଣ୍ଟନ୍ ଟୁର୍ଣ୍ଣାମେଣ୍ଟ ଏହାର ଆଉ ଏକ ଉଦାହରଣ।: [1305, 1688, 1507, 1742]
footer-publisher-odia: ପ୍ରକାଶକ: ଶ୍ରୀ ରୁଦ୍ର ପ୍ରତାପ ଦାସ: [24, 1990, 130, 1998]
maoist-dateline: ବିଜୟ, ୨୭ (ନିଜସ୍ୱ):: [315, 717, 386, 728]
maoist-para-4: ଗତ କିଛି ବର୍ଷ ମଧ୍ୟରେ ଅଞ୍ଚଳରେ ମାଓବାଦୀ କାର୍ଯ୍ୟକଳାପ ଯଥେଷ୍ଟ ହ୍ରାସ ପାଇଛି। ସୁରକ୍ଷା ବାହିନୀର ଲଗାତର ଅଭିଯାନ ଫଳରେ ଅନେକ ମାଓବାଦୀ ଆତ୍ମସମର୍ପଣ କରିଛନ୍ତି।: [988, 709, 1136, 762]
bear-headline: ନୂଆପଡ଼ାରେ ୩ ଭାଲୁ ଲୋକଙ୍କେ ଆକ୍ରୀତ: [36, 1390, 255, 1432]
feature-photo-caption: ଲୋଗୋ ଓ ମାସ୍କଟ ଉନ୍ମୋଚନ ଅବସରରେ ଅତିଥିମାନେ: [463, 1956, 616, 1965]
bus-dateline: ଭୁବନେଶ୍ୱର, ୨୭ (ନିଜସ୍ୱ ଖବରଦାତା):: [1161, 462, 1298, 472]
jewel-headline: ୩ ମୋବାଇଲ୍, ୨ ବାଇକ୍ ଜବତ; ୩୧ କୋଟି ଟଙ୍କାର: [32, 703, 267, 744]
masthead-rule: [24, 74, 1507, 77]
disabled-dateline: ଭୁବନେଶ୍ୱର, ୨୭ (ନିଜସ୍ୱ ଖବରଦାତା):: [548, 1040, 660, 1064]
